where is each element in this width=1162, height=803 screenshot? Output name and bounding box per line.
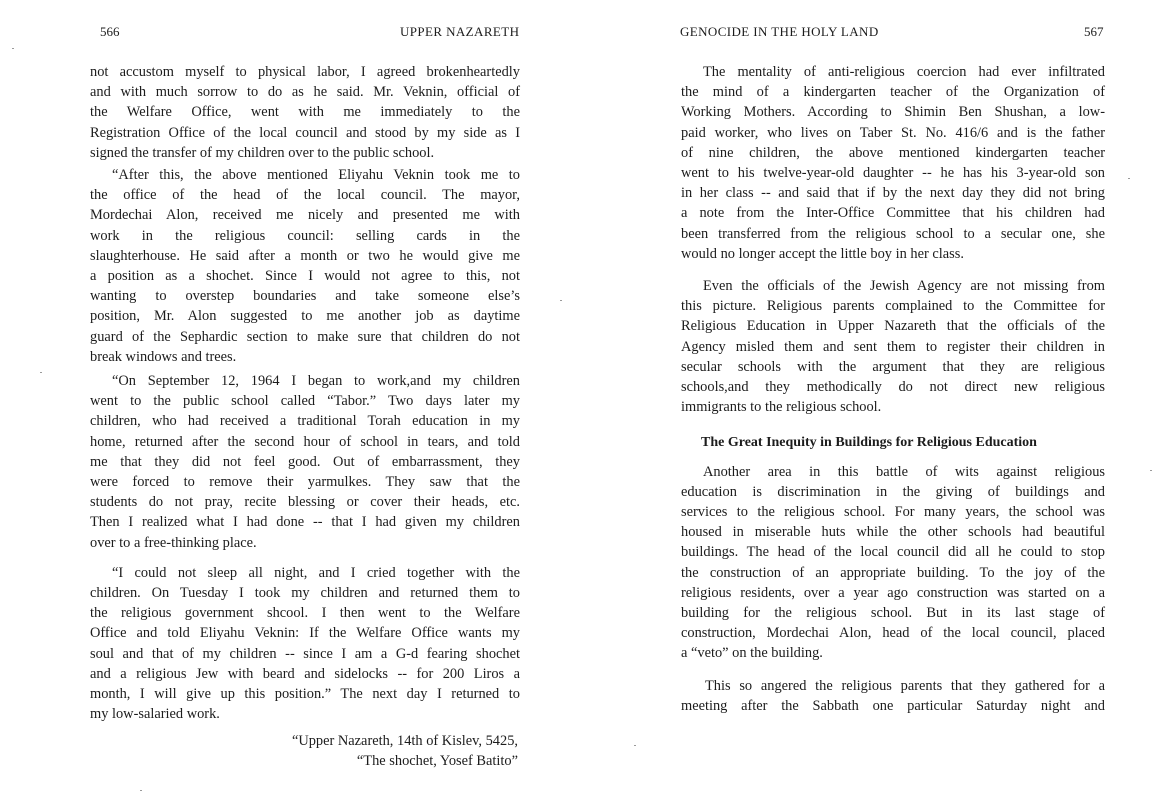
left-page-number: 566 — [100, 24, 120, 39]
text-line: the office of the head of the local council. The mayor, — [90, 187, 520, 204]
text-line: meeting after the Sabbath one particular Saturday night and — [681, 697, 1105, 714]
scan-speck — [12, 48, 14, 49]
text-line: education is discrimination in the giving of buildings and — [681, 483, 1105, 500]
right-body-text — [681, 62, 1105, 716]
text-line: a position as a shochet. Since I would not agree to this, not — [90, 268, 520, 285]
text-line: guard of the Sephardic section to make sure that children do not — [90, 328, 520, 345]
text-line: Then I realized what I had done -- that I had given my children — [90, 514, 520, 531]
text-line: been transferred from the religious school to a secular one, she — [681, 225, 1105, 242]
text-line: paid worker, who lives on Taber St. No. 416/6 and is the father — [681, 124, 1105, 141]
text-line: Agency misled them and sent them to register their children in — [681, 338, 1105, 355]
text-line: Another area in this battle of wits against religious — [703, 463, 1105, 480]
text-line: buildings. The head of the local council did all he could to stop — [681, 544, 1105, 561]
paragraph — [90, 62, 520, 163]
paragraph — [90, 165, 520, 367]
text-line: Registration Office of the local council and stood by my side as I — [90, 124, 520, 141]
left-body-text — [90, 62, 520, 771]
text-line: the Welfare Office, went with me immediately to the — [90, 104, 520, 121]
signature-block — [90, 731, 520, 771]
text-line: and with much sorrow to do as he said. Mr. Veknin, official of — [90, 84, 520, 101]
text-line: home, returned after the second hour of school in tears, and told — [90, 433, 520, 450]
text-line: my low-salaried work. — [90, 706, 220, 723]
text-line: immigrants to the religious school. — [681, 399, 882, 416]
text-line: housed in miserable huts while the other schools had beautiful — [681, 524, 1105, 541]
text-line: services to the religious school. For many years, the school was — [681, 504, 1105, 521]
text-line: went to his twelve-year-old daughter -- he has his 3-year-old son — [681, 165, 1105, 182]
scan-speck — [40, 372, 42, 373]
scan-speck — [634, 745, 636, 746]
text-line: in her class -- and said that if by the next day they did not bring — [681, 185, 1105, 202]
text-line: Even the officials of the Jewish Agency are not missing from — [703, 278, 1105, 295]
text-line: wanting to overstep boundaries and take someone else’s — [90, 288, 520, 305]
text-line: Working Mothers. According to Shimin Ben Shushan, a low- — [681, 104, 1105, 121]
text-line: me that they did not feel good. Out of embarrassment, they — [90, 453, 520, 470]
text-line: this picture. Religious parents complained to the Committee for — [681, 298, 1105, 315]
text-line: a “veto” on the building. — [681, 645, 823, 662]
text-line: over to a free-thinking place. — [90, 534, 257, 551]
text-line: soul and that of my children -- since I am a G-d fearing shochet — [90, 645, 520, 662]
text-line: children. On Tuesday I took my children and returned them to — [90, 585, 520, 602]
text-line: religious residents, over a year ago construction was started on a — [681, 584, 1105, 601]
text-line: and a religious Jew with beard and sidelocks -- for 200 Liros a — [90, 665, 520, 682]
text-line: students do not pray, recite blessing or cover their heads, etc. — [90, 494, 520, 511]
text-line: “I could not sleep all night, and I cried together with the — [112, 564, 520, 581]
paragraph — [681, 62, 1105, 264]
scan-speck — [560, 300, 562, 301]
paragraph — [90, 371, 520, 553]
text-line: work in the religious council: selling cards in the — [90, 227, 520, 244]
text-line: the construction of an appropriate building. To the joy of the — [681, 564, 1105, 581]
text-line: “After this, the above mentioned Eliyahu Veknin took me to — [112, 167, 520, 184]
text-line: signed the transfer of my children over to the public school. — [90, 144, 435, 161]
text-line: The mentality of anti-religious coercion had ever infiltrated — [703, 64, 1105, 80]
text-line: slaughterhouse. He said after a month or two he would give me — [90, 247, 520, 264]
text-line: of nine children, the above mentioned kindergarten teacher — [681, 144, 1105, 161]
right-page-number: 567 — [1084, 24, 1104, 39]
text-line: Office and told Eliyahu Veknin: If the Welfare Office wants my — [90, 625, 520, 642]
text-line: children, who had received a traditional Torah education in my — [90, 413, 520, 430]
text-line: schools,and they methodically do not direct new religious — [681, 379, 1105, 396]
text-line: Mordechai Alon, received me nicely and presented me with — [90, 207, 520, 224]
text-line: went to the public school called “Tabor.” Two days later my — [90, 393, 520, 410]
right-page — [581, 0, 1162, 803]
text-line: the mind of a kindergarten teacher of the Organization of — [681, 84, 1105, 101]
text-line: a note from the Inter-Office Committee that his children had — [681, 205, 1105, 222]
right-running-head: GENOCIDE IN THE HOLY LAND — [680, 24, 879, 39]
scan-speck — [1150, 470, 1152, 471]
text-line: the religious government shcool. I then went to the Welfare — [90, 605, 520, 622]
signature-name: “The shochet, Yosef Batito” — [356, 752, 518, 769]
paragraph — [681, 276, 1105, 417]
text-line: position, Mr. Alon suggested to me another job as daytime — [90, 308, 520, 325]
signature-place-date: “Upper Nazareth, 14th of Kislev, 5425, — [291, 732, 518, 749]
text-line: construction, Mordechai Alon, head of the local council, placed — [681, 625, 1105, 642]
text-line: break windows and trees. — [90, 348, 237, 365]
paragraph — [90, 563, 520, 725]
paragraph — [681, 462, 1105, 664]
text-line: building for the religious school. But in its last stage of — [681, 605, 1105, 622]
text-line: “On September 12, 1964 I began to work,and my children — [112, 373, 520, 390]
text-line: were forced to remove their yarmulkes. They saw that the — [90, 474, 520, 491]
text-line: This so angered the religious parents that they gathered for a — [705, 677, 1105, 694]
text-line: Religious Education in Upper Nazareth that the officials of the — [681, 318, 1105, 335]
text-line: secular schools with the argument that they are religious — [681, 358, 1105, 375]
scan-speck — [140, 790, 142, 791]
section-heading: The Great Inequity in Buildings for Religious Education — [701, 435, 1037, 451]
paragraph — [681, 676, 1105, 716]
text-line: would no longer accept the little boy in her class. — [681, 245, 964, 262]
text-line: month, I will give up this position.” The next day I returned to — [90, 686, 520, 703]
text-line: not accustom myself to physical labor, I agreed brokenheartedly — [90, 64, 520, 80]
left-running-head: UPPER NAZARETH — [400, 24, 520, 39]
scan-speck — [1128, 178, 1130, 179]
